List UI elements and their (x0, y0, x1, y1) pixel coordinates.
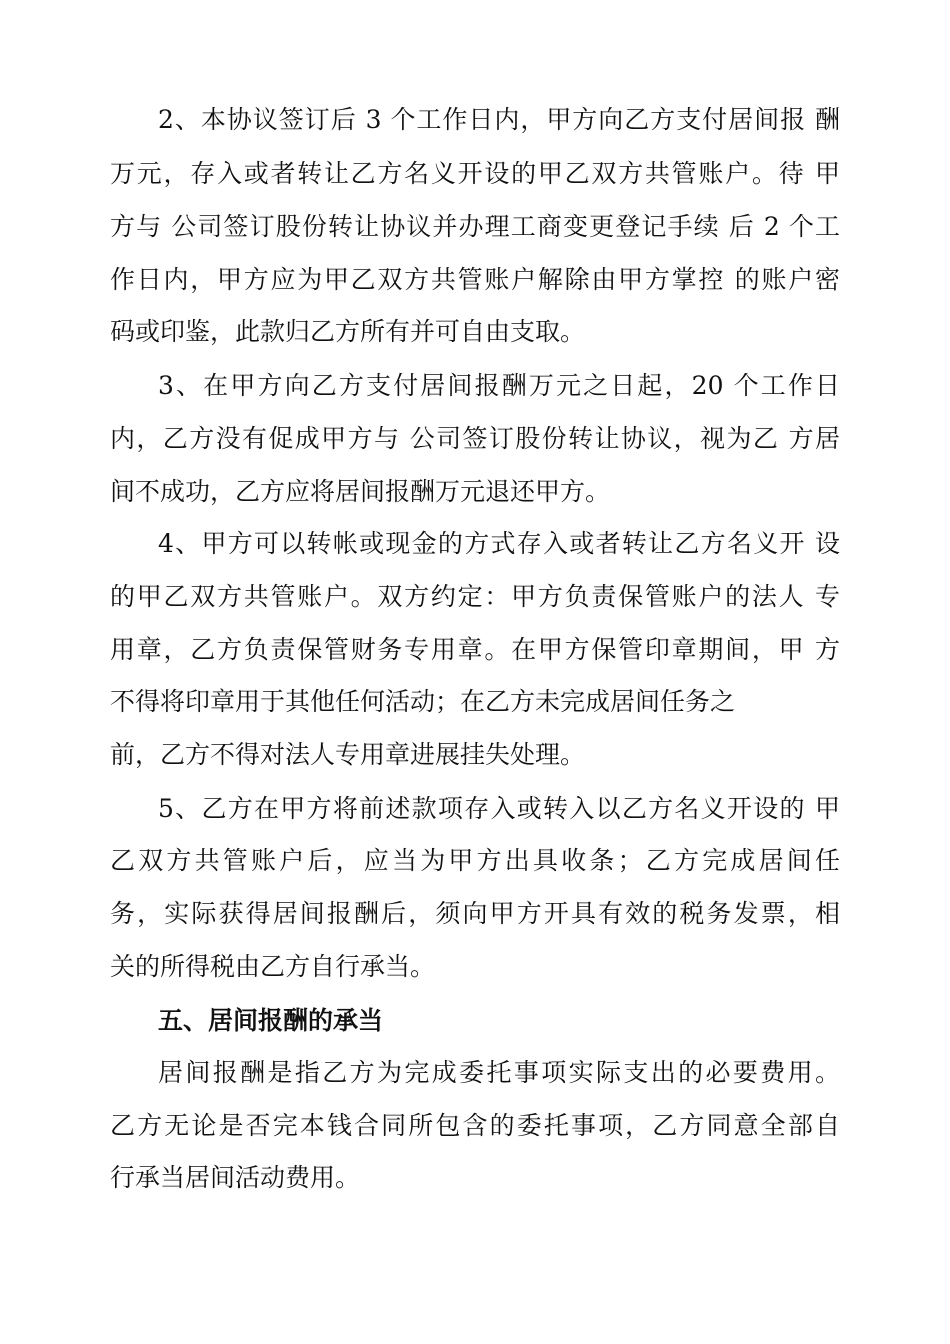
paragraph-2-line-5: 码或印鉴，此款归乙方所有并可自由支取。 (110, 317, 586, 346)
paragraph-4-line-4: 不得将印章用于其他任何活动；在乙方未完成居间任务之 (110, 687, 736, 716)
paragraph-6-line-3: 行承当居间活动费用。 (110, 1163, 361, 1192)
paragraph-4-line-3: 用章，乙方负责保管财务专用章。在甲方保管印章期间，甲 方 (110, 635, 840, 664)
section-heading: 五、居间报酬的承当 (158, 1006, 384, 1035)
paragraph-2-line-2: 万元，存入或者转让乙方名义开设的甲乙双方共管账户。待 甲 (110, 159, 840, 188)
paragraph-3-line-1: 3、在甲方向乙方支付居间报酬万元之日起，20 个工作日 (158, 371, 840, 400)
paragraph-5-line-3: 务，实际获得居间报酬后，须向甲方开具有效的税务发票，相 (110, 899, 840, 928)
paragraph-2-line-1: 2、本协议签订后 3 个工作日内，甲方向乙方支付居间报 酬 (158, 105, 840, 134)
paragraph-5-line-2: 乙双方共管账户后，应当为甲方出具收条；乙方完成居间任 (110, 846, 840, 875)
paragraph-2-line-3: 方与 公司签订股份转让协议并办理工商变更登记手续 后 2 个工 (110, 212, 840, 241)
paragraph-3-line-2: 内，乙方没有促成甲方与 公司签订股份转让协议，视为乙 方居 (110, 424, 840, 453)
paragraph-2-line-4: 作日内，甲方应为甲乙双方共管账户解除由甲方掌控 的账户密 (110, 265, 840, 294)
paragraph-3-line-3: 间不成功，乙方应将居间报酬万元退还甲方。 (110, 477, 611, 506)
paragraph-4-line-1: 4、甲方可以转帐或现金的方式存入或者转让乙方名义开 设 (158, 529, 840, 558)
paragraph-4-line-2: 的甲乙双方共管账户。双方约定：甲方负责保管账户的法人 专 (110, 582, 840, 611)
paragraph-5-line-1: 5、乙方在甲方将前述款项存入或转入以乙方名义开设的 甲 (158, 794, 840, 823)
paragraph-6-line-2: 乙方无论是否完本钱合同所包含的委托事项，乙方同意全部自 (110, 1111, 840, 1140)
paragraph-5-line-4: 关的所得税由乙方自行承当。 (110, 952, 436, 981)
paragraph-4-line-5: 前，乙方不得对法人专用章进展挂失处理。 (110, 740, 586, 769)
paragraph-6-line-1: 居间报酬是指乙方为完成委托事项实际支出的必要费用。 (158, 1058, 840, 1087)
